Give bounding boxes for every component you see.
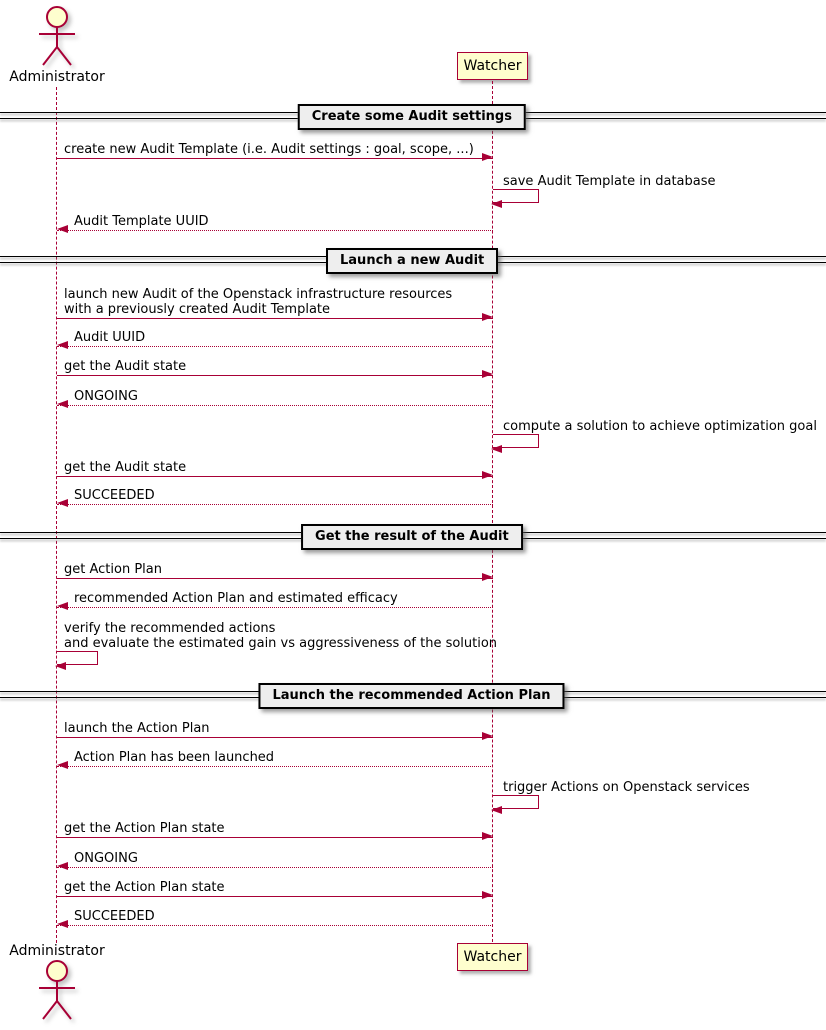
- divider-create-audit-settings: [0, 104, 826, 130]
- self-message-row: [493, 419, 817, 448]
- arrow-right: [57, 737, 493, 738]
- arrowhead-icon: [482, 370, 493, 378]
- arrow-right: [57, 578, 493, 579]
- arrow-right: [57, 318, 493, 319]
- message-row: [57, 330, 493, 347]
- message-row: [57, 591, 493, 608]
- message-label: get the Audit state: [64, 359, 187, 374]
- self-arrow-loop: [57, 651, 98, 665]
- self-message-row: [57, 621, 497, 665]
- divider-label: Create some Audit settings: [298, 104, 526, 130]
- arrowhead-icon: [482, 832, 493, 840]
- arrow-left: [57, 405, 493, 406]
- arrowhead-icon: [57, 862, 68, 870]
- arrow-left: [57, 867, 493, 868]
- arrowhead-icon: [57, 602, 68, 610]
- arrowhead-icon: [57, 761, 68, 769]
- arrow-left: [57, 925, 493, 926]
- divider-label: Get the result of the Audit: [301, 524, 523, 550]
- arrow-left: [57, 346, 493, 347]
- arrow-right: [57, 837, 493, 838]
- arrowhead-icon: [55, 662, 66, 670]
- arrowhead-icon: [482, 573, 493, 581]
- self-arrow-loop: [493, 434, 539, 448]
- arrow-left: [57, 230, 493, 231]
- arrowhead-icon: [491, 200, 502, 208]
- arrow-left: [57, 504, 493, 505]
- arrowhead-icon: [57, 341, 68, 349]
- divider-label: Launch the recommended Action Plan: [258, 683, 564, 709]
- message-label: recommended Action Plan and estimated efficacy: [74, 591, 398, 606]
- message-label: launch the Action Plan: [64, 721, 210, 736]
- message-row: [57, 214, 493, 231]
- self-message-row: [493, 174, 716, 203]
- message-row: [57, 851, 493, 868]
- message-label: compute a solution to achieve optimization goal: [503, 419, 817, 434]
- message-row: [57, 460, 493, 477]
- arrowhead-icon: [491, 806, 502, 814]
- message-label: verify the recommended actions: [64, 621, 276, 636]
- message-row: [57, 750, 493, 767]
- message-row: [57, 287, 493, 319]
- arrowhead-icon: [57, 225, 68, 233]
- arrowhead-icon: [482, 153, 493, 161]
- administrator-actor-icon: [35, 959, 79, 1025]
- message-label: get the Action Plan state: [64, 821, 225, 836]
- message-label: get Action Plan: [64, 562, 162, 577]
- self-arrow-loop: [493, 189, 539, 203]
- divider-launch-action-plan: [0, 683, 826, 709]
- message-label: create new Audit Template (i.e. Audit settings : goal, scope, ...): [64, 142, 474, 157]
- arrowhead-icon: [482, 732, 493, 740]
- message-label: Audit UUID: [74, 330, 146, 345]
- self-arrow-loop: [493, 795, 539, 809]
- divider-label: Launch a new Audit: [326, 248, 498, 274]
- message-label: Audit Template UUID: [74, 214, 209, 229]
- message-row: [57, 880, 493, 897]
- divider-launch-new-audit: [0, 248, 826, 274]
- message-row: [57, 142, 493, 159]
- message-label: SUCCEEDED: [74, 909, 155, 924]
- message-label: ONGOING: [74, 389, 138, 404]
- arrowhead-icon: [482, 891, 493, 899]
- arrow-left: [57, 766, 493, 767]
- arrowhead-icon: [491, 445, 502, 453]
- self-message-row: [493, 780, 750, 809]
- message-row: [57, 721, 493, 738]
- message-row: [57, 359, 493, 376]
- watcher-box-bottom: Watcher: [457, 943, 528, 971]
- message-label: trigger Actions on Openstack services: [503, 780, 750, 795]
- arrow-right: [57, 375, 493, 376]
- administrator-label-bottom: Administrator: [9, 943, 105, 959]
- message-row: [57, 488, 493, 505]
- arrow-left: [57, 607, 493, 608]
- arrow-right: [57, 476, 493, 477]
- watcher-box-top: Watcher: [457, 52, 528, 80]
- message-label: launch new Audit of the Openstack infrastructure resources: [64, 287, 453, 302]
- message-label: SUCCEEDED: [74, 488, 155, 503]
- message-label: with a previously created Audit Template: [64, 302, 331, 317]
- message-label: get the Audit state: [64, 460, 187, 475]
- message-label: and evaluate the estimated gain vs aggressiveness of the solution: [64, 636, 498, 651]
- arrowhead-icon: [57, 499, 68, 507]
- message-label: Action Plan has been launched: [74, 750, 275, 765]
- arrowhead-icon: [57, 400, 68, 408]
- arrow-right: [57, 896, 493, 897]
- arrowhead-icon: [482, 313, 493, 321]
- message-row: [57, 562, 493, 579]
- administrator-label-top: Administrator: [9, 69, 105, 85]
- message-row: [57, 909, 493, 926]
- message-label: get the Action Plan state: [64, 880, 225, 895]
- message-row: [57, 389, 493, 406]
- message-label: ONGOING: [74, 851, 138, 866]
- message-row: [57, 821, 493, 838]
- message-label: save Audit Template in database: [503, 174, 716, 189]
- administrator-actor-icon: [35, 5, 79, 71]
- arrowhead-icon: [482, 471, 493, 479]
- arrow-right: [57, 158, 493, 159]
- divider-get-result-audit: [0, 524, 826, 550]
- arrowhead-icon: [57, 920, 68, 928]
